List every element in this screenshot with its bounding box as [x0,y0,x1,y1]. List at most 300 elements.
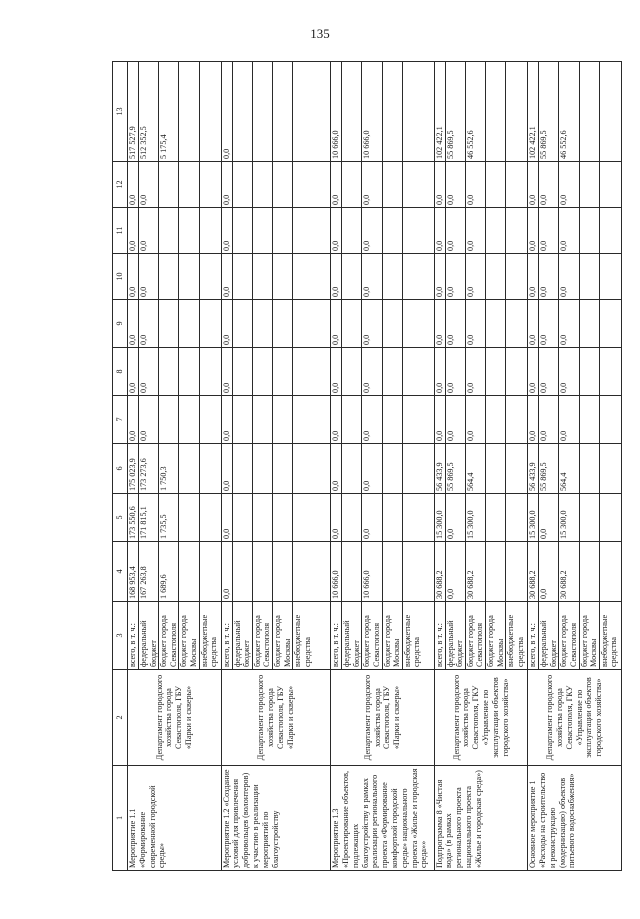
table-row [434,62,445,871]
amount-cell [199,542,221,602]
amount-cell [382,254,402,300]
amount-cell [486,62,506,162]
amount-cell [293,348,331,396]
amount-cell [272,348,292,396]
amount-cell [486,494,506,542]
amount-cell: 1 735,5 [159,494,179,542]
amount-cell: 0,0 [445,348,465,396]
amount-cell [599,348,621,396]
funding-source-cell: федеральный бюджет [232,602,252,670]
amount-cell: 0,0 [362,208,382,254]
amount-cell: 56 433,9 [434,444,445,494]
amount-cell [199,300,221,348]
amount-cell [232,396,252,444]
amount-cell [293,162,331,208]
amount-cell [402,254,434,300]
amount-cell [382,494,402,542]
amount-cell: 0,0 [528,162,539,208]
amount-cell: 0,0 [128,208,139,254]
amount-cell: 564,4 [465,444,485,494]
amount-cell: 0,0 [362,254,382,300]
amount-cell [293,208,331,254]
amount-cell: 0,0 [221,494,232,542]
amount-cell [486,396,506,444]
funding-source-cell: внебюджетные средства [293,602,331,670]
amount-cell [486,348,506,396]
amount-cell: 30 688,2 [434,542,445,602]
amount-cell [293,542,331,602]
amount-cell: 0,0 [139,254,159,300]
amount-cell [579,162,599,208]
amount-cell [159,348,179,396]
amount-cell: 15 300,0 [559,494,579,542]
amount-cell [579,300,599,348]
amount-cell: 0,0 [139,348,159,396]
amount-cell [579,208,599,254]
amount-cell [342,254,362,300]
funding-source-cell: федеральный бюджет [342,602,362,670]
amount-cell [506,254,528,300]
amount-cell [599,396,621,444]
amount-cell [232,542,252,602]
amount-cell [402,62,434,162]
amount-cell [579,444,599,494]
amount-cell [272,162,292,208]
amount-cell [486,542,506,602]
amount-cell [402,542,434,602]
funding-source-cell: бюджет города Севастополя [559,602,579,670]
amount-cell [159,254,179,300]
amount-cell [342,62,362,162]
amount-cell: 0,0 [528,348,539,396]
amount-cell [199,444,221,494]
amount-cell [342,494,362,542]
amount-cell: 0,0 [139,208,159,254]
amount-cell [252,62,272,162]
amount-cell: 55 869,5 [445,62,465,162]
amount-cell: 0,0 [434,348,445,396]
amount-cell [252,208,272,254]
executor-cell: Департамент городского хозяйства города Севастополя, ГБУ «Парки и скверы» [331,670,435,766]
amount-cell: 0,0 [539,162,559,208]
amount-cell [232,162,252,208]
header-cell-13: 13 [113,62,128,162]
amount-cell: 1 689,6 [159,542,179,602]
amount-cell [382,348,402,396]
amount-cell [506,542,528,602]
amount-cell [599,300,621,348]
amount-cell [179,348,199,396]
amount-cell: 0,0 [539,348,559,396]
amount-cell: 10 666,0 [362,62,382,162]
amount-cell [179,542,199,602]
amount-cell: 0,0 [331,162,342,208]
amount-cell [179,162,199,208]
header-cell-10: 10 [113,254,128,300]
amount-cell [382,162,402,208]
amount-cell [272,254,292,300]
amount-cell [579,348,599,396]
amount-cell [402,494,434,542]
amount-cell [232,208,252,254]
amount-cell: 0,0 [221,62,232,162]
amount-cell: 55 869,5 [445,444,465,494]
amount-cell: 0,0 [465,208,485,254]
amount-cell [159,162,179,208]
amount-cell [342,162,362,208]
amount-cell [159,208,179,254]
amount-cell: 0,0 [465,300,485,348]
amount-cell: 0,0 [128,300,139,348]
header-cell-4: 4 [113,542,128,602]
amount-cell [179,494,199,542]
amount-cell [402,396,434,444]
amount-cell [199,208,221,254]
header-cell-11: 11 [113,208,128,254]
amount-cell [486,444,506,494]
amount-cell [272,300,292,348]
amount-cell [293,62,331,162]
amount-cell [579,542,599,602]
amount-cell [159,300,179,348]
table-row [331,62,342,871]
amount-cell [179,254,199,300]
amount-cell: 30 688,2 [528,542,539,602]
amount-cell: 0,0 [539,542,559,602]
amount-cell: 171 815,1 [139,494,159,542]
amount-cell: 0,0 [539,396,559,444]
amount-cell [486,254,506,300]
amount-cell: 0,0 [128,348,139,396]
amount-cell: 102 422,1 [528,62,539,162]
amount-cell: 15 300,0 [465,494,485,542]
amount-cell: 175 023,9 [128,444,139,494]
funding-source-cell: федеральный бюджет [539,602,559,670]
amount-cell [252,254,272,300]
amount-cell: 0,0 [362,348,382,396]
amount-cell: 0,0 [465,396,485,444]
amount-cell: 0,0 [331,254,342,300]
executor-cell: Департамент городского хозяйства города Севастополя, ГКУ «Управление по эксплуатации объектов городского хозяйства» [528,670,622,766]
budget-body [113,62,622,871]
amount-cell [252,162,272,208]
funding-source-cell: бюджет города Москвы [579,602,599,670]
amount-cell: 0,0 [528,300,539,348]
amount-cell: 564,4 [559,444,579,494]
amount-cell [179,208,199,254]
amount-cell: 0,0 [445,162,465,208]
amount-cell [293,254,331,300]
amount-cell [342,300,362,348]
amount-cell [199,162,221,208]
amount-cell [599,162,621,208]
amount-cell [272,62,292,162]
amount-cell: 173 273,6 [139,444,159,494]
amount-cell: 0,0 [221,254,232,300]
amount-cell: 0,0 [465,254,485,300]
funding-source-cell: внебюджетные средства [506,602,528,670]
amount-cell [252,300,272,348]
funding-source-cell: всего, в т. ч.: [434,602,445,670]
amount-cell [382,396,402,444]
amount-cell: 0,0 [221,396,232,444]
amount-cell: 0,0 [434,396,445,444]
amount-cell [342,208,362,254]
amount-cell: 0,0 [559,208,579,254]
amount-cell: 0,0 [434,162,445,208]
amount-cell [579,396,599,444]
funding-source-cell: всего, в т. ч.: [331,602,342,670]
amount-cell [232,62,252,162]
amount-cell: 10 666,0 [331,542,342,602]
amount-cell [382,542,402,602]
amount-cell [199,62,221,162]
funding-source-cell: внебюджетные средства [599,602,621,670]
amount-cell [232,254,252,300]
amount-cell: 5 175,4 [159,62,179,162]
header-cell-9: 9 [113,300,128,348]
amount-cell [293,494,331,542]
amount-cell: 0,0 [331,208,342,254]
amount-cell: 168 953,4 [128,542,139,602]
amount-cell: 0,0 [139,396,159,444]
amount-cell [252,444,272,494]
amount-cell [199,494,221,542]
amount-cell [382,62,402,162]
amount-cell: 517 527,9 [128,62,139,162]
amount-cell: 167 263,8 [139,542,159,602]
amount-cell: 0,0 [528,254,539,300]
amount-cell: 0,0 [128,396,139,444]
amount-cell [579,494,599,542]
amount-cell [402,162,434,208]
amount-cell: 0,0 [465,348,485,396]
amount-cell: 0,0 [445,494,465,542]
amount-cell: 0,0 [434,208,445,254]
amount-cell [486,208,506,254]
amount-cell [272,208,292,254]
amount-cell: 55 869,5 [539,62,559,162]
amount-cell: 55 869,5 [539,444,559,494]
amount-cell: 15 300,0 [434,494,445,542]
amount-cell: 0,0 [559,162,579,208]
header-row [113,62,128,871]
funding-source-cell: внебюджетные средства [199,602,221,670]
amount-cell [506,494,528,542]
funding-source-cell: федеральный бюджет [139,602,159,670]
amount-cell: 30 688,2 [465,542,485,602]
amount-cell: 30 688,2 [559,542,579,602]
funding-source-cell: бюджет города Севастополя [362,602,382,670]
funding-source-cell: внебюджетные средства [402,602,434,670]
header-cell-2: 2 [113,670,128,766]
amount-cell: 512 352,5 [139,62,159,162]
header-cell-5: 5 [113,494,128,542]
budget-table [112,61,622,871]
amount-cell [232,348,252,396]
amount-cell: 0,0 [559,396,579,444]
measure-name-cell: Мероприятие 1.2 «Создание условий для привлечения добровольцев (волонтеров) к участию в реализации мероприятий по благоустройству [221,766,331,871]
amount-cell: 0,0 [331,396,342,444]
amount-cell [599,494,621,542]
funding-source-cell: всего, в т. ч.: [221,602,232,670]
executor-cell: Департамент городского хозяйства города Севастополя, ГБУ «Парки и скверы» [128,670,222,766]
amount-cell [293,396,331,444]
amount-cell: 10 666,0 [331,62,342,162]
amount-cell: 0,0 [139,300,159,348]
amount-cell [599,208,621,254]
amount-cell [382,300,402,348]
header-cell-6: 6 [113,444,128,494]
amount-cell: 0,0 [445,208,465,254]
amount-cell [342,396,362,444]
amount-cell: 0,0 [221,300,232,348]
amount-cell [199,348,221,396]
amount-cell: 0,0 [559,254,579,300]
amount-cell: 0,0 [221,348,232,396]
amount-cell [232,300,252,348]
amount-cell [599,62,621,162]
amount-cell: 0,0 [221,162,232,208]
amount-cell [232,494,252,542]
amount-cell: 0,0 [528,396,539,444]
table-frame [112,62,619,871]
rotated-table-container [112,62,619,871]
amount-cell [252,542,272,602]
table-row [128,62,139,871]
amount-cell: 0,0 [362,444,382,494]
amount-cell [342,444,362,494]
amount-cell: 56 433,9 [528,444,539,494]
amount-cell [232,444,252,494]
amount-cell: 0,0 [331,494,342,542]
funding-source-cell: бюджет города Москвы [179,602,199,670]
measure-name-cell: Основное мероприятие 1 «Расходы на строительство и реконструкцию (модернизацию) объектов питьевого водоснабжения» [528,766,622,871]
amount-cell [179,444,199,494]
funding-source-cell: всего, в т. ч.: [128,602,139,670]
amount-cell [506,396,528,444]
amount-cell [402,300,434,348]
amount-cell: 0,0 [445,254,465,300]
amount-cell [342,542,362,602]
amount-cell [506,300,528,348]
amount-cell: 0,0 [465,162,485,208]
funding-source-cell: федеральный бюджет [445,602,465,670]
amount-cell: 0,0 [128,254,139,300]
amount-cell [599,444,621,494]
page-number: 135 [310,26,330,41]
amount-cell: 10 666,0 [362,542,382,602]
amount-cell [506,444,528,494]
amount-cell: 0,0 [539,494,559,542]
amount-cell: 0,0 [362,494,382,542]
amount-cell [179,300,199,348]
amount-cell: 0,0 [445,542,465,602]
funding-source-cell: бюджет города Севастополя [252,602,272,670]
funding-source-cell: бюджет города Москвы [486,602,506,670]
amount-cell: 0,0 [445,396,465,444]
amount-cell [199,254,221,300]
executor-cell: Департамент городского хозяйства города Севастополя, ГКУ «Управление по эксплуатации объектов городского хозяйства» [434,670,528,766]
amount-cell: 0,0 [362,162,382,208]
amount-cell [272,444,292,494]
amount-cell: 46 552,6 [559,62,579,162]
amount-cell [579,62,599,162]
measure-name-cell: Мероприятие 1.1 «Формирование современной городской среды» [128,766,222,871]
header-cell-12: 12 [113,162,128,208]
executor-cell: Департамент городского хозяйства города Севастополя, ГБУ «Парки и скверы» [221,670,331,766]
amount-cell: 0,0 [221,208,232,254]
amount-cell: 0,0 [559,300,579,348]
amount-cell [506,208,528,254]
amount-cell [179,396,199,444]
amount-cell [599,542,621,602]
amount-cell [159,396,179,444]
amount-cell [579,254,599,300]
amount-cell [382,444,402,494]
amount-cell [486,300,506,348]
amount-cell [272,494,292,542]
amount-cell [486,162,506,208]
amount-cell: 173 550,6 [128,494,139,542]
amount-cell [179,62,199,162]
amount-cell: 0,0 [445,300,465,348]
amount-cell: 0,0 [528,208,539,254]
funding-source-cell: бюджет города Москвы [382,602,402,670]
amount-cell [506,162,528,208]
amount-cell [382,208,402,254]
amount-cell: 0,0 [434,300,445,348]
amount-cell [252,494,272,542]
measure-name-cell: Мероприятие 1.3 «Проектирование объектов, подлежащих благоустройству в рамках реализации регионального проекта «Формирование комфортной городской среды» национального проекта «Жилье и городская среда»» [331,766,435,871]
funding-source-cell: бюджет города Севастополя [465,602,485,670]
amount-cell: 0,0 [221,542,232,602]
amount-cell [402,348,434,396]
amount-cell [402,444,434,494]
amount-cell: 0,0 [539,254,559,300]
amount-cell [252,348,272,396]
header-cell-8: 8 [113,348,128,396]
amount-cell: 0,0 [128,162,139,208]
amount-cell: 102 422,1 [434,62,445,162]
amount-cell: 1 750,3 [159,444,179,494]
amount-cell [199,396,221,444]
amount-cell: 0,0 [539,300,559,348]
amount-cell: 0,0 [362,396,382,444]
amount-cell [402,208,434,254]
amount-cell [293,300,331,348]
table-row [528,62,539,871]
amount-cell: 15 300,0 [528,494,539,542]
table-row [221,62,232,871]
amount-cell: 0,0 [559,348,579,396]
amount-cell: 0,0 [539,208,559,254]
amount-cell [599,254,621,300]
amount-cell [293,444,331,494]
header-cell-1: 1 [113,766,128,871]
amount-cell: 0,0 [362,300,382,348]
amount-cell: 0,0 [331,300,342,348]
measure-name-cell: Подпрограмма 8 «Чистая вода» (в рамках регионального проекта национального проекта «Жилье и городская среда») [434,766,528,871]
funding-source-cell: всего, в т. ч.: [528,602,539,670]
amount-cell [342,348,362,396]
amount-cell [252,396,272,444]
amount-cell [272,542,292,602]
amount-cell [506,62,528,162]
header-cell-7: 7 [113,396,128,444]
amount-cell: 0,0 [221,444,232,494]
amount-cell [506,348,528,396]
